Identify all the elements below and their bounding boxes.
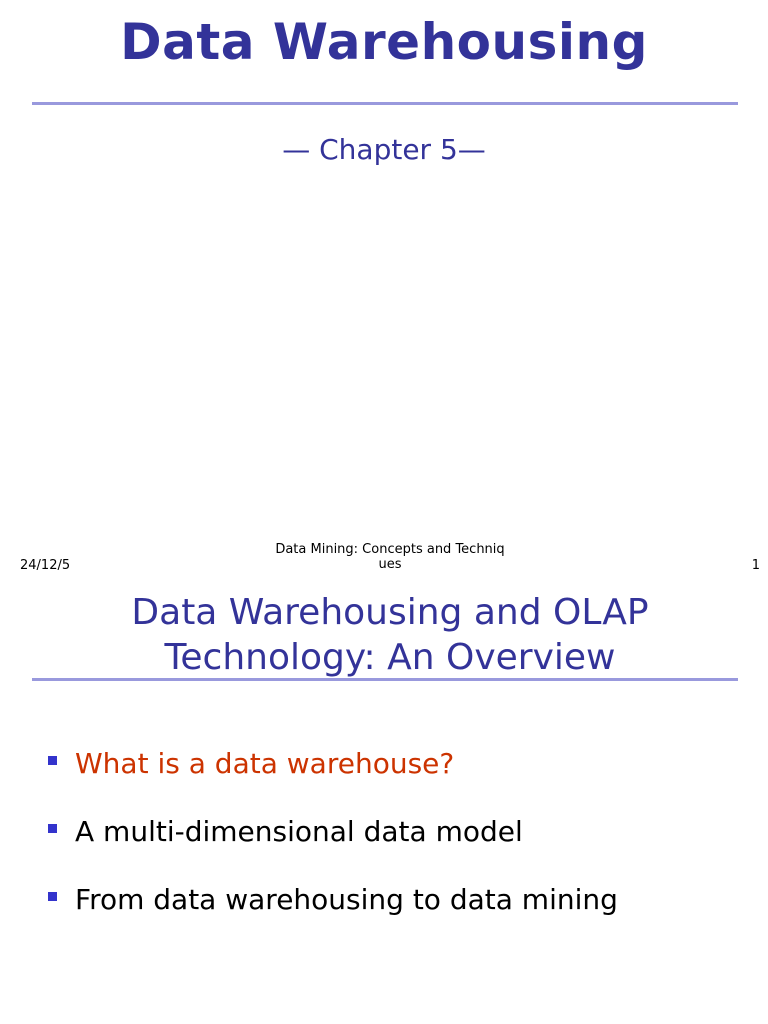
slide-title-line2: Technology: An Overview [164, 637, 616, 678]
footer-date: 24/12/5 [20, 558, 71, 573]
bullet-list [46, 746, 618, 950]
slide-2 [0, 578, 768, 1024]
slide-title [0, 590, 768, 680]
footer-course-title-line2: ues [378, 557, 402, 572]
square-bullet-icon [48, 824, 57, 833]
title-divider [32, 102, 738, 105]
bullet-item [46, 814, 618, 882]
bullet-text: From data warehousing to data mining [75, 883, 618, 916]
footer-page-number: 1 [751, 558, 760, 573]
slide-title-line1: Data Warehousing and OLAP [131, 592, 649, 633]
footer-course-title-line1: Data Mining: Concepts and Techniq [275, 542, 505, 557]
bullet-text: A multi-dimensional data model [75, 815, 523, 848]
footer-course-title [260, 542, 520, 572]
square-bullet-icon [48, 892, 57, 901]
slide-title: Data Warehousing [120, 13, 648, 71]
bullet-item [46, 882, 618, 950]
chapter-subtitle: — Chapter 5— [282, 133, 486, 166]
bullet-text: What is a data warehouse? [75, 747, 455, 780]
bullet-item [46, 746, 618, 814]
title-divider [32, 678, 738, 681]
square-bullet-icon [48, 756, 57, 765]
